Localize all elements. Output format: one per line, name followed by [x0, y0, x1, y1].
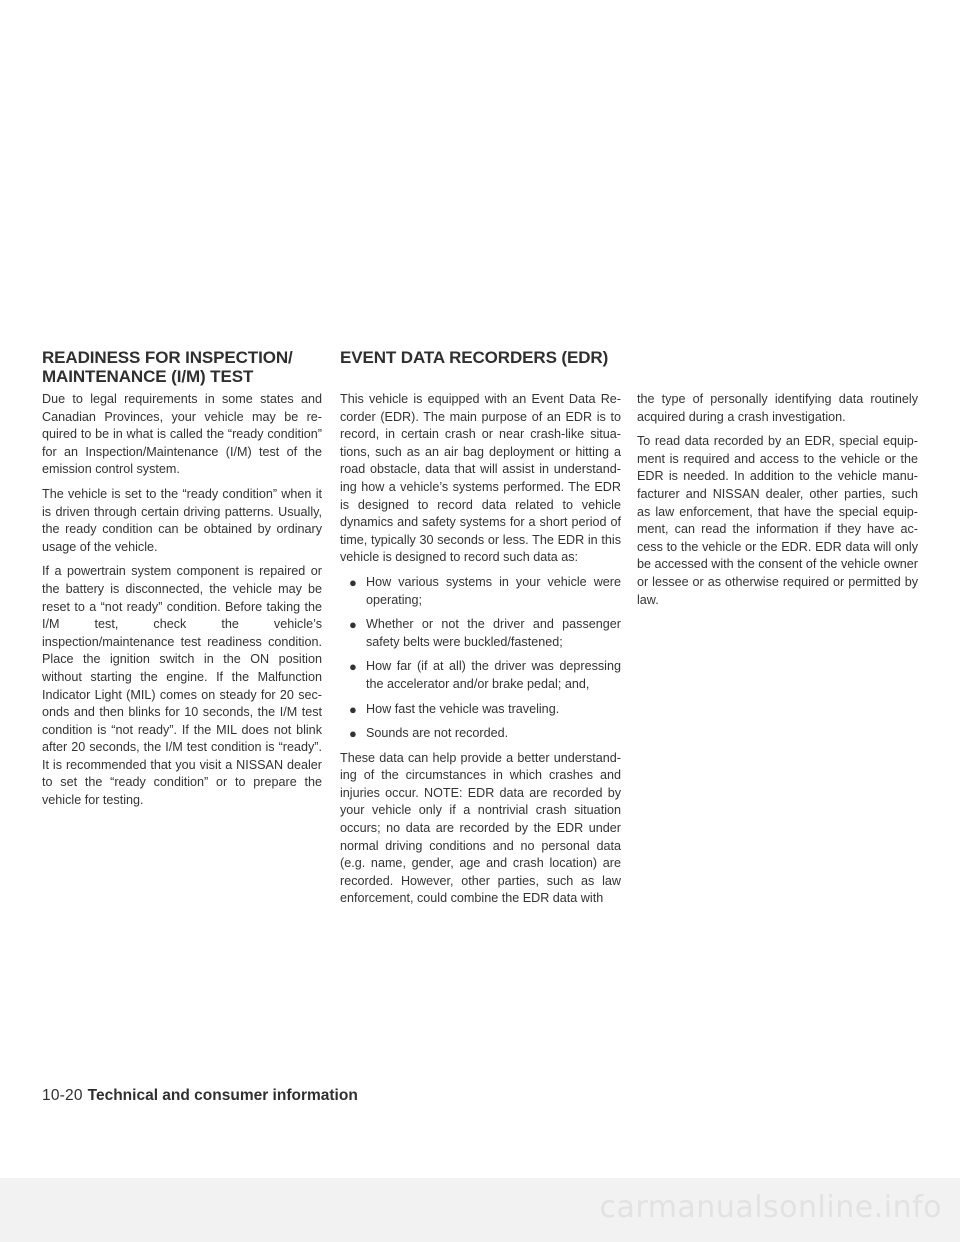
bullet-icon: ●: [349, 701, 357, 717]
edr-continuation-paragraph: the type of personally identifying data routinely acquired during a crash investigation.: [637, 392, 918, 424]
list-item-text: How various systems in your vehicle were operating;: [366, 574, 621, 607]
readiness-paragraph-1: Due to legal requirements in some states and Canadian Provinces, your vehicle may be required to be in what is called the “ready condition” for an Inspection/Maintenance (I/M) test of the emission control system.: [42, 392, 322, 477]
edr-data-paragraph: These data can help provide a better understanding of the circumstances in which crashes and injuries occur. NOTE: EDR data are recorded by your vehicle only if a nontrivial crash situation occurs; no data are recorded by the EDR under normal driving conditions and no personal data (e.g. name, gender, age and crash location) are recorded. However, other parties, such as law enforcement, could combine the EDR data with: [340, 750, 621, 906]
edr-column-2: [637, 391, 918, 616]
list-item-text: Whether or not the driver and passenger safety belts were buckled/fastened;: [366, 617, 621, 649]
edr-access-paragraph: To read data recorded by an EDR, special equipment is required and access to the vehicle or the EDR is needed. In addition to the vehicle manufacturer and NISSAN dealer, other parties, such as law enforcement, that have the special equipment, can read the information if they have access to the vehicle or the EDR. EDR data will only be accessed with the consent of the vehicle owner or lessee or as otherwise required or permitted by law.: [637, 434, 918, 607]
list-item: [340, 725, 621, 743]
readiness-column: [42, 391, 322, 817]
bullet-icon: ●: [349, 574, 357, 590]
section-heading-edr: EVENT DATA RECORDERS (EDR): [340, 348, 609, 367]
list-item: [340, 574, 621, 609]
page-number: 10-20: [42, 1087, 83, 1104]
list-item: [340, 658, 621, 693]
readiness-paragraph-3: If a powertrain system component is repaired or the battery is disconnected, the vehicle may be reset to a “not ready” condition. Before taking the I/M test, check the vehicle’s inspection/maintenance test readiness condition. Place the ignition switch in the ON position without starting the engine. If the Malfunction Indicator Light (MIL) comes on steady for 20 seconds and then blinks for 10 seconds, the I/M test condition is “not ready”. If the MIL does not blink after 20 seconds, the I/M test condition is “ready”. It is recommended that you visit a NISSAN dealer to set the “ready condition” or to prepare the vehicle for testing.: [42, 564, 322, 808]
section-heading-readiness: [42, 348, 332, 386]
bullet-icon: ●: [349, 659, 357, 675]
edr-data-list: [340, 574, 621, 743]
watermark-text: carmanualsonline.info: [599, 1190, 942, 1225]
footer-section-title: Technical and consumer information: [87, 1087, 358, 1104]
bullet-icon: ●: [349, 617, 357, 633]
list-item-text: Sounds are not recorded.: [366, 726, 509, 741]
watermark-bar: [0, 1178, 960, 1242]
edr-column-1: [340, 391, 621, 915]
list-item: [340, 701, 621, 719]
list-item: [340, 616, 621, 651]
list-item-text: How far (if at all) the driver was depressing the accelerator and/or brake pedal; and,: [366, 659, 621, 691]
list-item-text: How fast the vehicle was traveling.: [366, 701, 560, 716]
edr-intro-paragraph: This vehicle is equipped with an Event Data Recorder (EDR). The main purpose of an EDR is to record, in certain crash or near crash-like situations, such as an air bag deployment or hitting a road obstacle, data that will assist in understanding how a vehicle’s systems performed. The EDR is designed to record data related to vehicle dynamics and safety systems for a short period of time, typically 30 seconds or less. The EDR in this vehicle is designed to record such data as:: [340, 392, 621, 565]
page-footer: [42, 1087, 358, 1105]
bullet-icon: ●: [349, 726, 357, 742]
heading-line-2: MAINTENANCE (I/M) TEST: [42, 367, 254, 386]
heading-line-1: READINESS FOR INSPECTION/: [42, 348, 293, 367]
readiness-paragraph-2: The vehicle is set to the “ready condition” when it is driven through certain driving patterns. Usually, the ready condition can be obtained by ordinary usage of the vehicle.: [42, 486, 322, 554]
